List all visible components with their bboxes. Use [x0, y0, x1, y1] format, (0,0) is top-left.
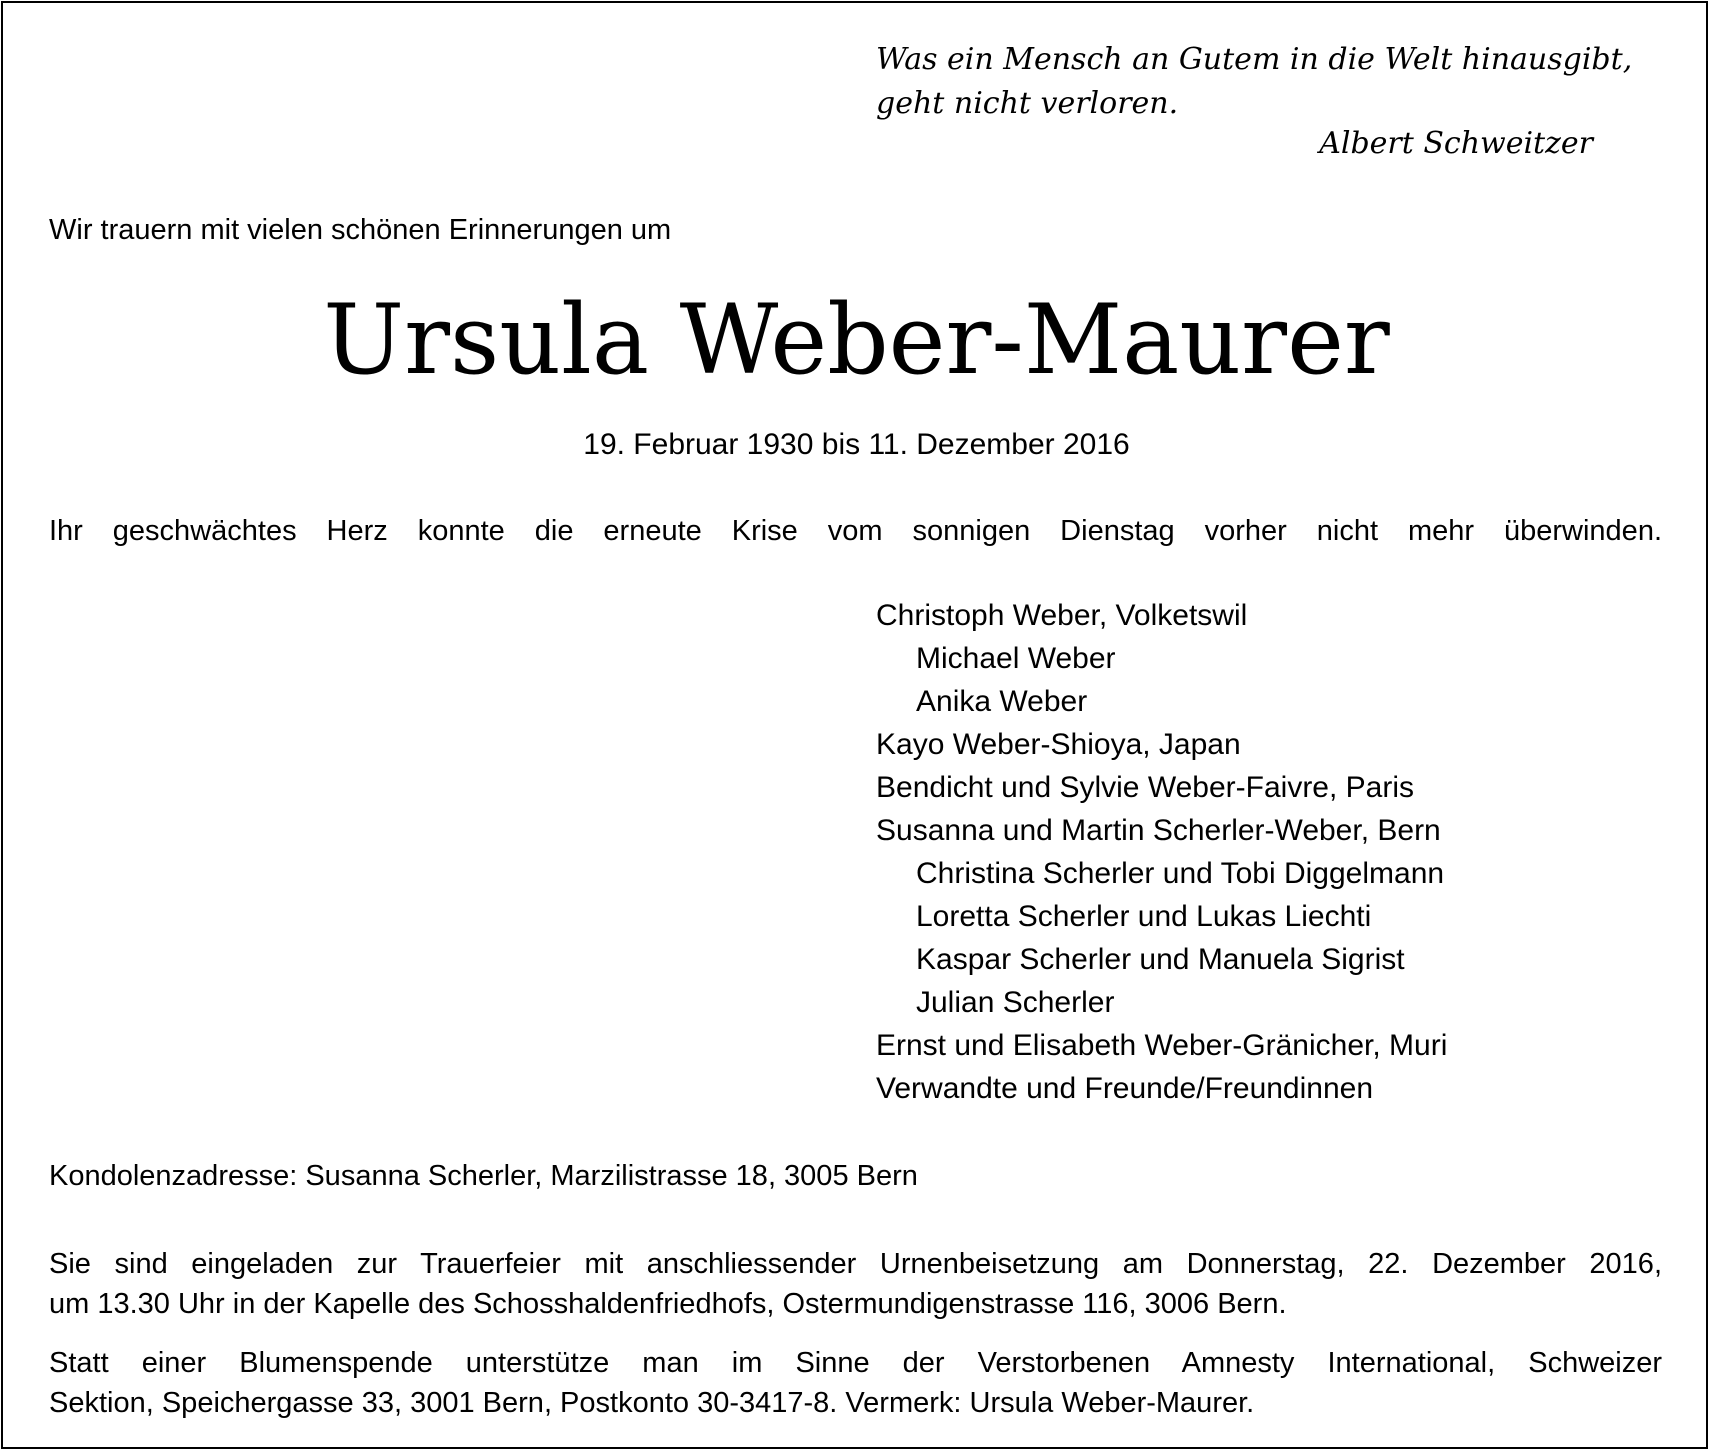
ceremony-line-2: um 13.30 Uhr in der Kapelle des Schosshaldenfriedhofs, Ostermundigenstrasse 116, 3006 Bern.	[49, 1288, 1287, 1320]
mourner-item: Kaspar Scherler und Manuela Sigrist	[916, 943, 1405, 976]
mourner-item: Anika Weber	[916, 685, 1088, 718]
condolence-address: Kondolenzadresse: Susanna Scherler, Marzilistrasse 18, 3005 Bern	[49, 1160, 918, 1192]
donation-line-1: Statt einer Blumenspende unterstütze man im Sinne der Verstorbenen Amnesty International, Schweizer	[49, 1347, 1662, 1379]
intro-text: Wir trauern mit vielen schönen Erinnerungen um	[49, 214, 672, 246]
mourner-item: Julian Scherler	[916, 986, 1115, 1019]
deceased-name: Ursula Weber-Maurer	[323, 284, 1390, 396]
mourner-item: Ernst und Elisabeth Weber-Gränicher, Muri	[876, 1029, 1448, 1062]
ceremony-line-1: Sie sind eingeladen zur Trauerfeier mit anschliessender Urnenbeisetzung am Donnerstag, 22. Dezember 2016,	[49, 1248, 1662, 1280]
message-text: Ihr geschwächtes Herz konnte die erneute Krise vom sonnigen Dienstag vorher nicht mehr überwinden.	[49, 515, 1662, 547]
mourners-list	[876, 594, 1447, 1110]
mourner-item: Kayo Weber-Shioya, Japan	[876, 728, 1241, 761]
quote-line-2: geht nicht verloren.	[876, 86, 1179, 121]
mourner-item: Bendicht und Sylvie Weber-Faivre, Paris	[876, 771, 1415, 804]
mourner-item: Christoph Weber, Volketswil	[876, 599, 1248, 632]
mourner-item: Susanna und Martin Scherler-Weber, Bern	[876, 814, 1441, 847]
mourner-item: Christina Scherler und Tobi Diggelmann	[916, 857, 1445, 890]
quote	[876, 38, 1633, 126]
donation-line-2: Sektion, Speichergasse 33, 3001 Bern, Postkonto 30-3417-8. Vermerk: Ursula Weber-Maurer.	[49, 1387, 1255, 1419]
quote-author: Albert Schweitzer	[1319, 126, 1593, 161]
mourner-item: Verwandte und Freunde/Freundinnen	[876, 1072, 1374, 1105]
life-dates: 19. Februar 1930 bis 11. Dezember 2016	[583, 428, 1130, 461]
mourner-item: Michael Weber	[916, 642, 1116, 675]
donation-paragraph	[49, 1343, 1662, 1423]
mourner-item: Loretta Scherler und Lukas Liechti	[916, 900, 1372, 933]
quote-line-1: Was ein Mensch an Gutem in die Welt hinausgibt,	[876, 42, 1633, 77]
ceremony-paragraph	[49, 1244, 1662, 1324]
